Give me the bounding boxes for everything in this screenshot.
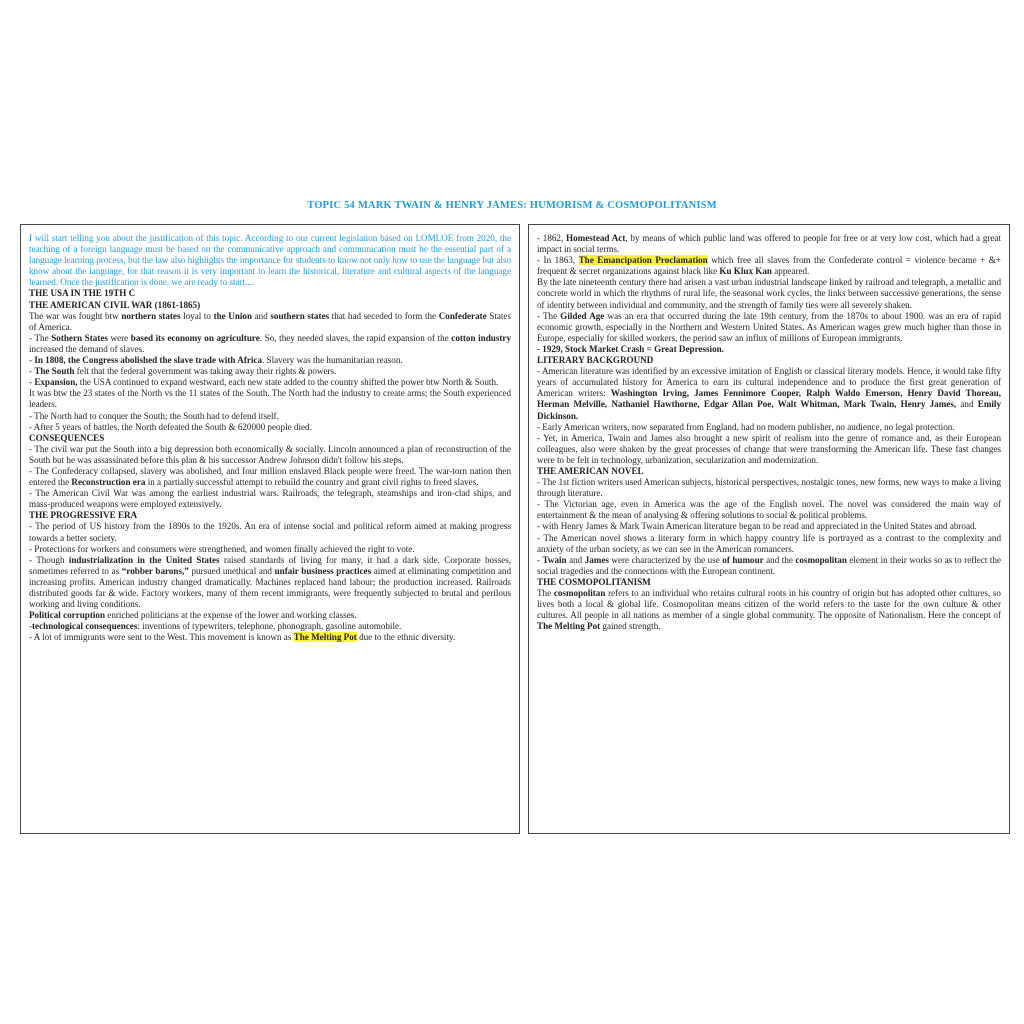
paragraph: -technological consequences: inventions of typewriters, telephone, phonograph, gasoline automobile. <box>29 621 402 632</box>
paragraph: The war was fought btw northern states loyal to the Union and southern states that had seceded to form the Confederate States of America. <box>29 310 512 332</box>
paragraph: - Yet, in America, Twain and James also brought a new spirit of realism into the genre of romance and, as their European colleagues, also were shaken by the great processes of change that were transforming the American life. These fast changes were to be felt in technology, urbanization, secularization and modernization. <box>537 432 1001 465</box>
paragraph: - After 5 years of battles, the North defeated the South & 620000 people died. <box>29 421 312 432</box>
paragraph: - A lot of immigrants were sent to the West. This movement is known as The Melting Pot due to the ethnic diversity. <box>29 632 456 643</box>
heading-consequences: CONSEQUENCES <box>29 432 105 443</box>
intro-paragraph: I will start telling you about the justification of this topic. According to our current legislation based on LOMLOE from 2020, the teaching of a foreign language must be based on the communicative approach and communication must be the essential part of a language learning process, but the law also highlights the importance for students to know not only how to use the language but also know about the language, for that reason it is very important to learn the historical, literature and cultural aspects of the language learned. Once the justification is done, we are ready to start.... <box>29 233 511 288</box>
heading-progressive-era: THE PROGRESSIVE ERA <box>29 510 138 521</box>
paragraph: - The Sothern States were based its economy on agriculture. So, they needed slaves, the rapid expansion of the cotton industry increased the demand of slaves. <box>29 332 511 354</box>
paragraph-stock-crash: - 1929, Stock Market Crash = Great Depression. <box>537 343 724 354</box>
paragraph: - American literature was identified by an excessive imitation of English or classical literary models. Hence, it would take fifty years of accumulated history for America to earn its cultural independence and to produce the first great generation of American writers: Washington Irving, James Fennimore Cooper, Ralph Waldo Emerson, Henry David Thoreau, Herman Melville, Nathaniel Hawthorne, Edgar Allan Poe, Walt Whitman, Mark Twain, Henry James, and Emily Dickinson. <box>537 366 1001 421</box>
paragraph: - In 1863, The Emancipation Proclamation which free all slaves from the Confederate control = violence became + &+ frequent & secret organizations against black like Ku Klux Kan appeared. <box>537 255 1001 277</box>
paragraph: - The period of US history from the 1890s to the 1920s. An era of intense social and political reform aimed at making progress towards a better society. <box>29 521 511 543</box>
paragraph: - Early American writers, now separated from England, had no modern publisher, no audience, no legal protection. <box>537 421 955 432</box>
right-column <box>528 224 1010 834</box>
paragraph: - The North had to conquer the South; the South had to defend itself. <box>29 410 279 421</box>
paragraph: - Protections for workers and consumers were strengthened, and women finally achieved the right to vote. <box>29 543 415 554</box>
heading-literary-background: LITERARY BACKGROUND <box>537 355 654 366</box>
paragraph: It was btw the 23 states of the North vs the 11 states of the South. The North had the industry to create arms; the South experienced leaders. <box>29 388 511 410</box>
paragraph: - Though industrialization in the United States raised standards of living for many, it had a dark side. Corporate bosses, sometimes referred to as “robber barons,” pursued unethical and unfair business practices aimed at eliminating competition and increasing profits. American industry changed dramatically. Machines replaced hand labour; the production increased. Railroads distributed goods far & wide. Factory workers, many of them recent immigrants, were frequently subjected to brutal and perilous working and living conditions. <box>29 554 512 610</box>
paragraph: By the late nineteenth century there had arisen a vast urban industrial landscape linked by railroad and telegraph, a metallic and concrete world in which the rhythms of rural life, the seasonal work cycles, the links between successive generations, the sense of identity between individual and community, and the strength of family ties were all severely shaken. <box>537 277 1001 310</box>
paragraph: - The Confederacy collapsed, slavery was abolished, and four million enslaved Black people were freed. The war-torn nation then entered the Reconstruction era in a partially successful attempt to rebuild the country and grant civil rights to freed slaves. <box>29 465 511 488</box>
heading-civil-war: THE AMERICAN CIVIL WAR (1861-1865) <box>29 299 201 310</box>
heading-american-novel: THE AMERICAN NOVEL <box>537 465 644 476</box>
paragraph: - The Victorian age, even in America was the age of the English novel. The novel was considered the main way of entertainment & the mean of analysing & offering solutions to social & political problems. <box>537 499 1001 521</box>
highlight-melting-pot: The Melting Pot <box>293 632 357 643</box>
page-title: TOPIC 54 MARK TWAIN & HENRY JAMES: HUMORISM & COSMOPOLITANISM <box>307 200 717 211</box>
paragraph: - The Gilded Age was an era that occurred during the late 19th century, from the 1870s to about 1900. was an era of rapid economic growth, especially in the Northern and Western United States. As American wages grew much higher than those in Europe, especially for skilled workers, the period saw an influx of millions of European immigrants. <box>537 310 1001 343</box>
paragraph: - Twain and James were characterized by the use of humour and the cosmopolitan element in their works so as to reflect the social tragedies and the connections with the European continent. <box>537 554 1001 576</box>
paragraph: - The 1st fiction writers used American subjects, historical perspectives, nostalgic tones, new forms, new ways to make a living through literature. <box>537 477 1001 499</box>
paragraph: - 1862, Homestead Act, by means of which public land was offered to people for free or at very low cost, which had a great impact in social terms. <box>537 233 1001 255</box>
left-column <box>20 224 520 834</box>
paragraph: The cosmopolitan refers to an individual who retains cultural roots in his country of origin but has adopted other cultures, so lives both a local & global life. Cosmopolitan means citizen of the world refers to the taste for the own culture & other cultures. All people in all nations as member of a single global community. The opposite of Nationalism. Here the concept of The Melting Pot gained strength. <box>537 588 1001 632</box>
paragraph: - In 1808, the Congress abolished the slave trade with Africa. Slavery was the humanitarian reason. <box>29 355 403 366</box>
highlight-emancipation: The Emancipation Proclamation <box>578 255 708 266</box>
paragraph: - The American Civil War was among the earliest industrial wars. Railroads, the telegraph, steamships and iron-clad ships, and mass-produced weapons were employed extensively. <box>29 488 511 510</box>
paragraph: Political corruption enriched politicians at the expense of the lower and working classes. <box>29 610 357 621</box>
heading-usa-19th: THE USA IN THE 19TH C <box>29 288 136 299</box>
paragraph: - The South felt that the federal government was taking away their rights & powers. <box>29 366 337 377</box>
heading-cosmopolitanism: THE COSMOPOLITANISM <box>537 576 651 587</box>
paragraph: - The civil war put the South into a big depression both economically & socially. Lincoln announced a plan of reconstruction of the South but he was assassinated before this plan & his successor Andrew Johnson didn't follow his steps. <box>29 443 511 465</box>
paragraph: - The American novel shows a literary form in which happy country life is portrayed as a contrast to the complexity and anxiety of the urban society, as we can see in the American romancers. <box>537 532 1001 554</box>
paragraph: - with Henry James & Mark Twain American literature began to be read and appreciated in the United States and abroad. <box>537 521 977 532</box>
paragraph: - Expansion, the USA continued to expand westward, each new state added to the country shifted the power btw North & South. <box>29 377 499 388</box>
